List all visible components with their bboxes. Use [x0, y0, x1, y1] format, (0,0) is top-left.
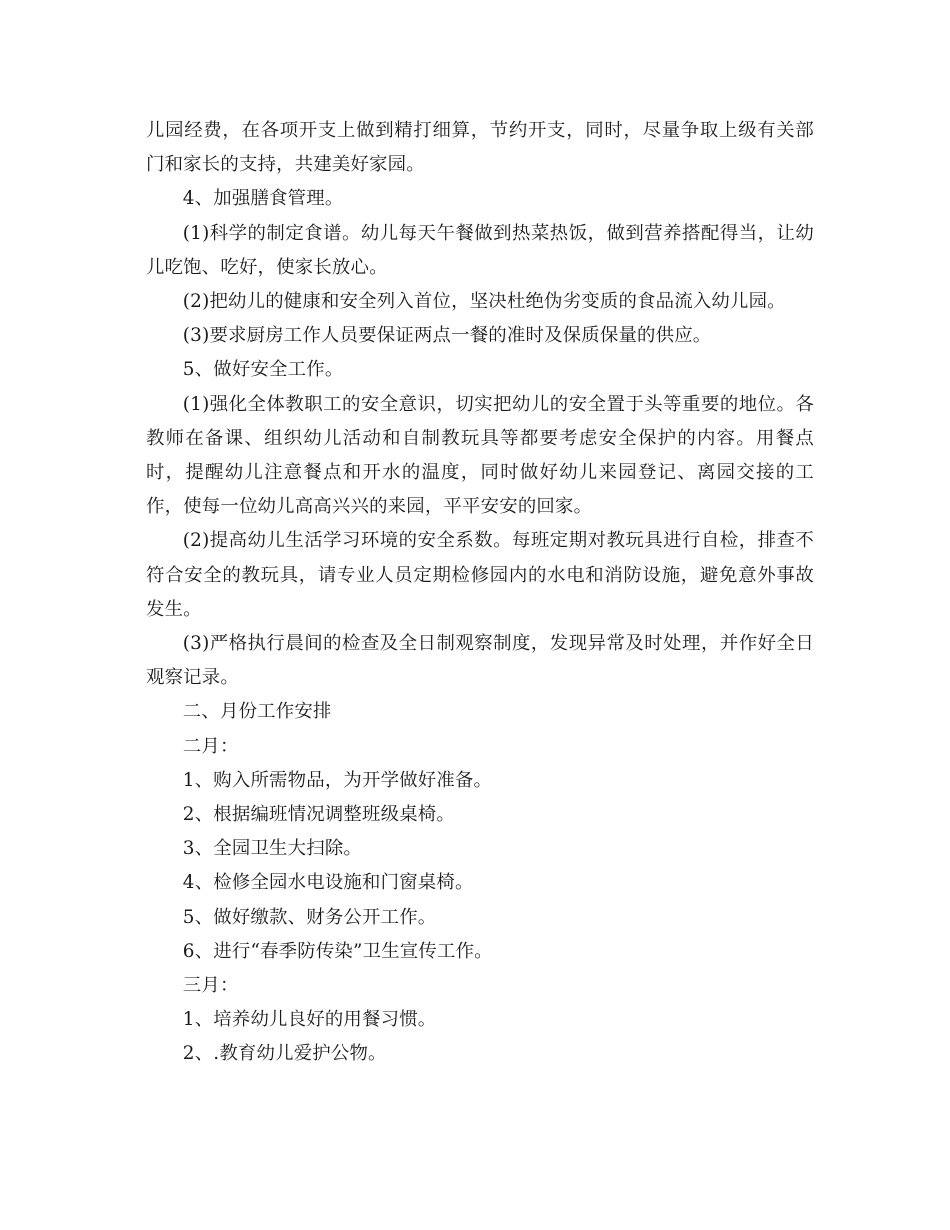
section-heading: 二、月份工作安排 — [182, 701, 332, 723]
list-item: 4、检修全园水电设施和门窗桌椅。 — [182, 872, 474, 894]
paragraph: (2)把幼儿的健康和安全列入首位，坚决杜绝伪劣变质的食品流入幼儿园。 — [182, 291, 786, 313]
list-item: 3、全园卫生大扫除。 — [182, 838, 363, 860]
list-item: 2、.教育幼儿爱护公物。 — [182, 1043, 387, 1065]
paragraph: (3)严格执行晨间的检查及全日制观察制度，发现异常及时处理，并作好全日观察记录。 — [146, 633, 814, 689]
paragraph: (1)强化全体教职工的安全意识，切实把幼儿的安全置于头等重要的地位。各教师在备课、组织幼儿活动和自制教玩具等都要考虑安全保护的内容。用餐点时，提醒幼儿注意餐点和开水的温度，同时做好幼儿来园登记、离园交接的工作，使每一位幼儿高高兴兴的来园，平平安安的回家。 — [146, 393, 814, 518]
paragraph-heading: 4、加强膳食管理。 — [182, 188, 344, 210]
paragraph: (2)提高幼儿生活学习环境的安全系数。每班定期对教玩具进行自检，排查不符合安全的教玩具，请专业人员定期检修园内的水电和消防设施，避免意外事故发生。 — [146, 530, 814, 620]
month-heading: 二月： — [182, 735, 239, 757]
list-item: 1、培养幼儿良好的用餐习惯。 — [182, 1009, 437, 1031]
document-body — [146, 114, 814, 1072]
month-heading: 三月： — [182, 975, 239, 997]
list-item: 6、进行“春季防传染”卫生宣传工作。 — [182, 940, 493, 962]
paragraph-heading: 5、做好安全工作。 — [182, 359, 344, 381]
paragraph: (1)科学的制定食谱。幼儿每天午餐做到热菜热饭，做到营养搭配得当，让幼儿吃饱、吃好，使家长放心。 — [146, 222, 814, 278]
paragraph: 儿园经费，在各项开支上做到精打细算，节约开支，同时，尽量争取上级有关部门和家长的支持，共建美好家园。 — [146, 120, 814, 176]
list-item: 1、购入所需物品，为开学做好准备。 — [182, 769, 493, 791]
list-item: 5、做好缴款、财务公开工作。 — [182, 906, 437, 928]
paragraph: (3)要求厨房工作人员要保证两点一餐的准时及保质保量的供应。 — [182, 325, 712, 347]
list-item: 2、根据编班情况调整班级桌椅。 — [182, 804, 455, 826]
